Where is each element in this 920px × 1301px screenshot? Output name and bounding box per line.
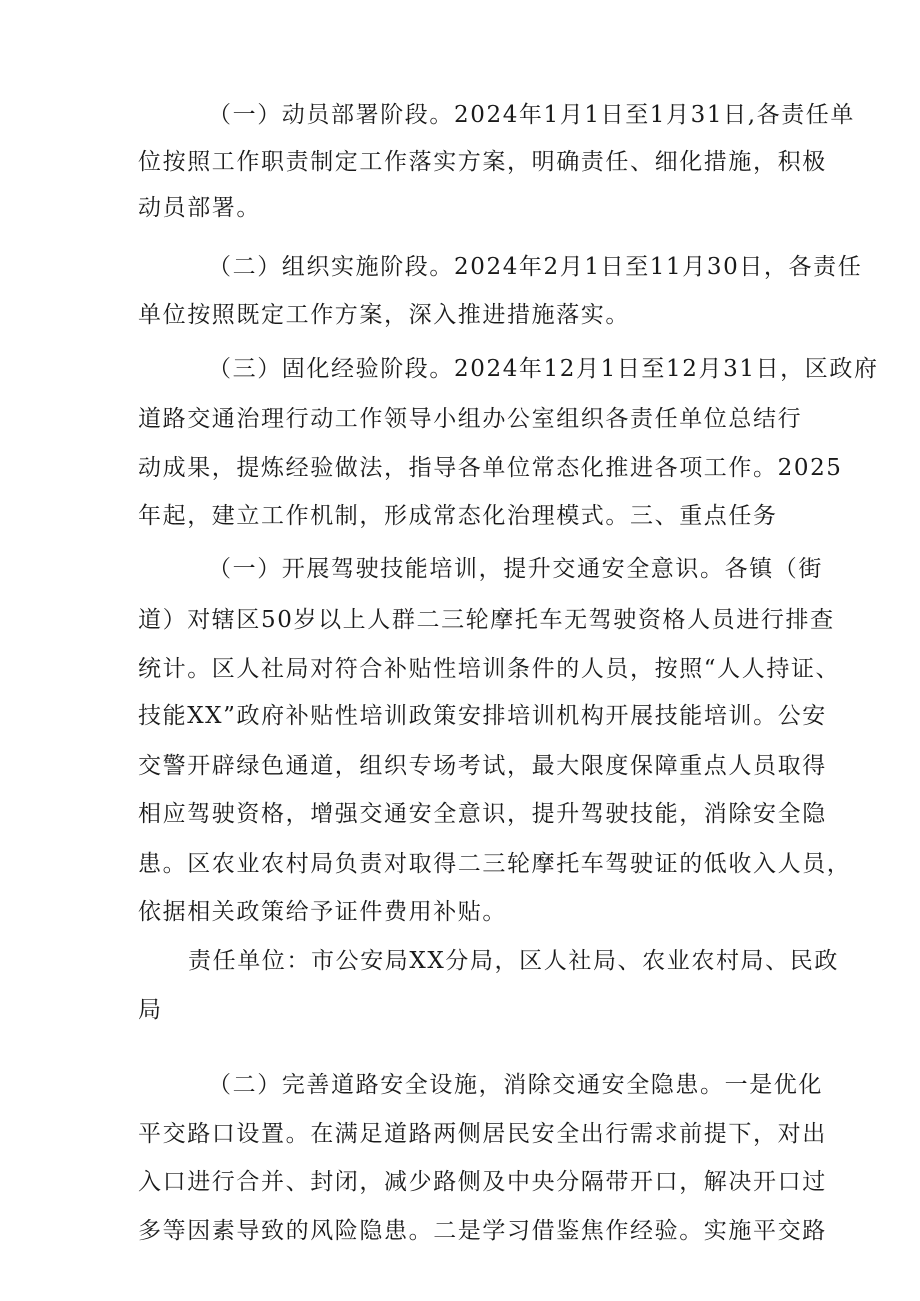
text-line: 责任单位：市公安局XX分局，区人社局、农业农村局、民政 [188,948,839,974]
text-line: 相应驾驶资格，增强交通安全意识，提升驾驶技能，消除安全隐 [138,801,827,827]
text-line: 道）对辖区50岁以上人群二三轮摩托车无驾驶资格人员进行排查 [138,607,835,633]
text-line: 年起，建立工作机制，形成常态化治理模式。三、重点任务 [138,503,778,529]
text-line: （一）开展驾驶技能培训，提升交通安全意识。各镇（街 [208,556,823,582]
text-line: 动员部署。 [138,195,261,221]
text-line: 多等因素导致的风险隐患。二是学习借鉴焦作经验。实施平交路 [138,1218,827,1244]
text-line: 局 [138,997,163,1023]
text-line: 平交路口设置。在满足道路两侧居民安全出行需求前提下，对出 [138,1121,827,1147]
text-line: 位按照工作职责制定工作落实方案，明确责任、细化措施，积极 [138,149,827,175]
text-line: 单位按照既定工作方案，深入推进措施落实。 [138,302,630,328]
text-line: （三）固化经验阶段。2024年12月1日至12月31日，区政府 [208,356,879,382]
text-line: （二）完善道路安全设施，消除交通安全隐患。一是优化 [208,1072,823,1098]
text-line: 动成果，提炼经验做法，指导各单位常态化推进各项工作。2025 [138,455,843,481]
text-line: 交警开辟绿色通道，组织专场考试，最大限度保障重点人员取得 [138,753,827,779]
text-line: 依据相关政策给予证件费用补贴。 [138,899,507,925]
text-line: 技能XX”政府补贴性培训政策安排培训机构开展技能培训。公安 [138,703,827,729]
text-line: 入口进行合并、封闭，减少路侧及中央分隔带开口，解决开口过 [138,1169,827,1195]
text-line: 统计。区人社局对符合补贴性培训条件的人员，按照“人人持证、 [138,656,841,682]
text-line: （一）动员部署阶段。2024年1月1日至1月31日,各责任单 [208,102,856,128]
text-line: 道路交通治理行动工作领导小组办公室组织各责任单位总结行 [138,406,803,432]
text-line: 患。区农业农村局负责对取得二三轮摩托车驾驶证的低收入人员， [138,851,852,877]
text-line: （二）组织实施阶段。2024年2月1日至11月30日，各责任 [208,254,863,280]
